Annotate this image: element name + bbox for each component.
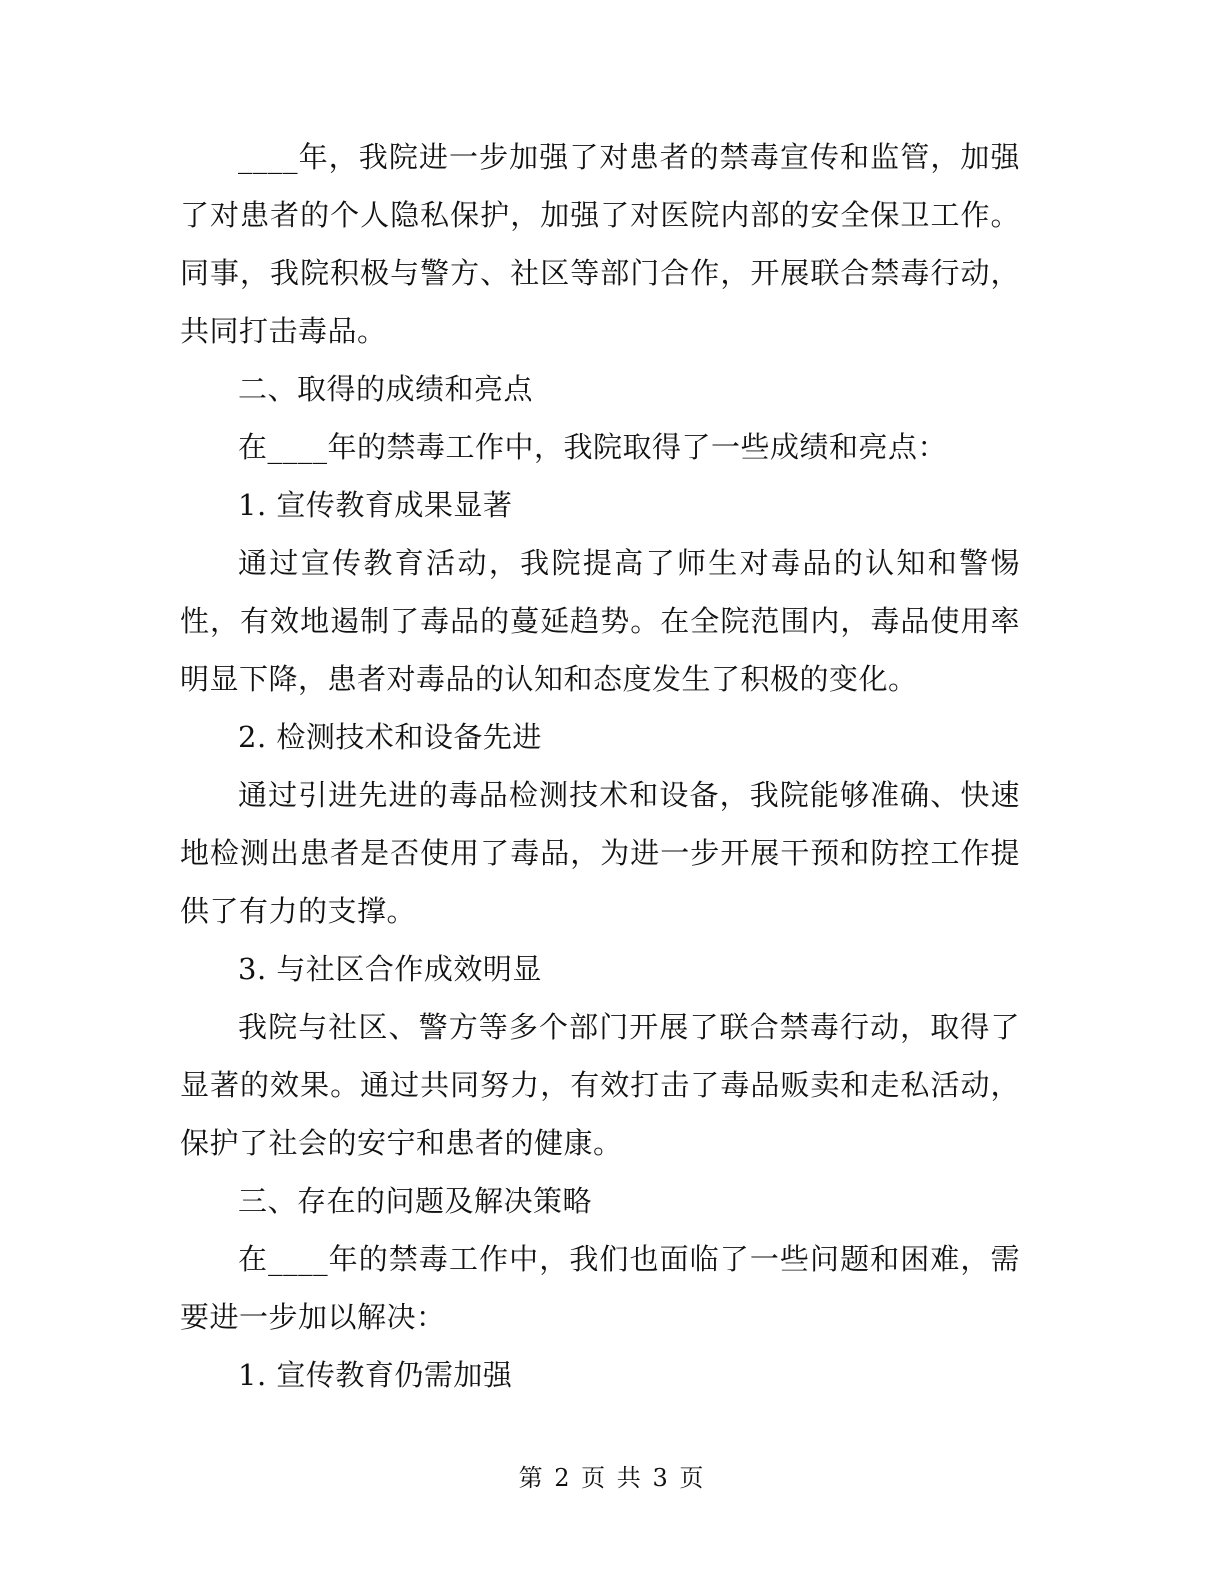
- section-heading-problems: 三、存在的问题及解决策略: [238, 1184, 593, 1218]
- paragraph-item-3: 我院与社区、警方等多个部门开展了联合禁毒行动，取得了显著的效果。通过共同努力，有效打击了毒品贩卖和走私活动，保护了社会的安宁和患者的健康。: [180, 1010, 1020, 1160]
- document-body: [180, 128, 1020, 1404]
- section-heading-achievements: 二、取得的成绩和亮点: [238, 372, 534, 406]
- paragraph-item-1: 通过宣传教育活动，我院提高了师生对毒品的认知和警惕性，有效地遏制了毒品的蔓延趋势。在全院范围内，毒品使用率明显下降，患者对毒品的认知和态度发生了积极的变化。: [180, 546, 1020, 696]
- paragraph-achievements-intro: 在____年的禁毒工作中，我院取得了一些成绩和亮点：: [238, 430, 948, 464]
- paragraph-item-2: 通过引进先进的毒品检测技术和设备，我院能够准确、快速地检测出患者是否使用了毒品，为进一步开展干预和防控工作提供了有力的支撑。: [180, 778, 1020, 928]
- problem-heading-1: 1. 宣传教育仍需加强: [238, 1358, 513, 1392]
- item-heading-1: 1. 宣传教育成果显著: [238, 488, 513, 522]
- page-number-footer: 第 2 页 共 3 页: [518, 1464, 706, 1492]
- item-heading-3: 3. 与社区合作成效明显: [238, 952, 542, 986]
- paragraph-problems-intro: 在____年的禁毒工作中，我们也面临了一些问题和困难，需要进一步加以解决：: [180, 1242, 1020, 1334]
- item-heading-2: 2. 检测技术和设备先进: [238, 720, 542, 754]
- paragraph-intro: ____年，我院进一步加强了对患者的禁毒宣传和监管，加强了对患者的个人隐私保护，加强了对医院内部的安全保卫工作。同事，我院积极与警方、社区等部门合作，开展联合禁毒行动，共同打击毒品。: [180, 140, 1020, 348]
